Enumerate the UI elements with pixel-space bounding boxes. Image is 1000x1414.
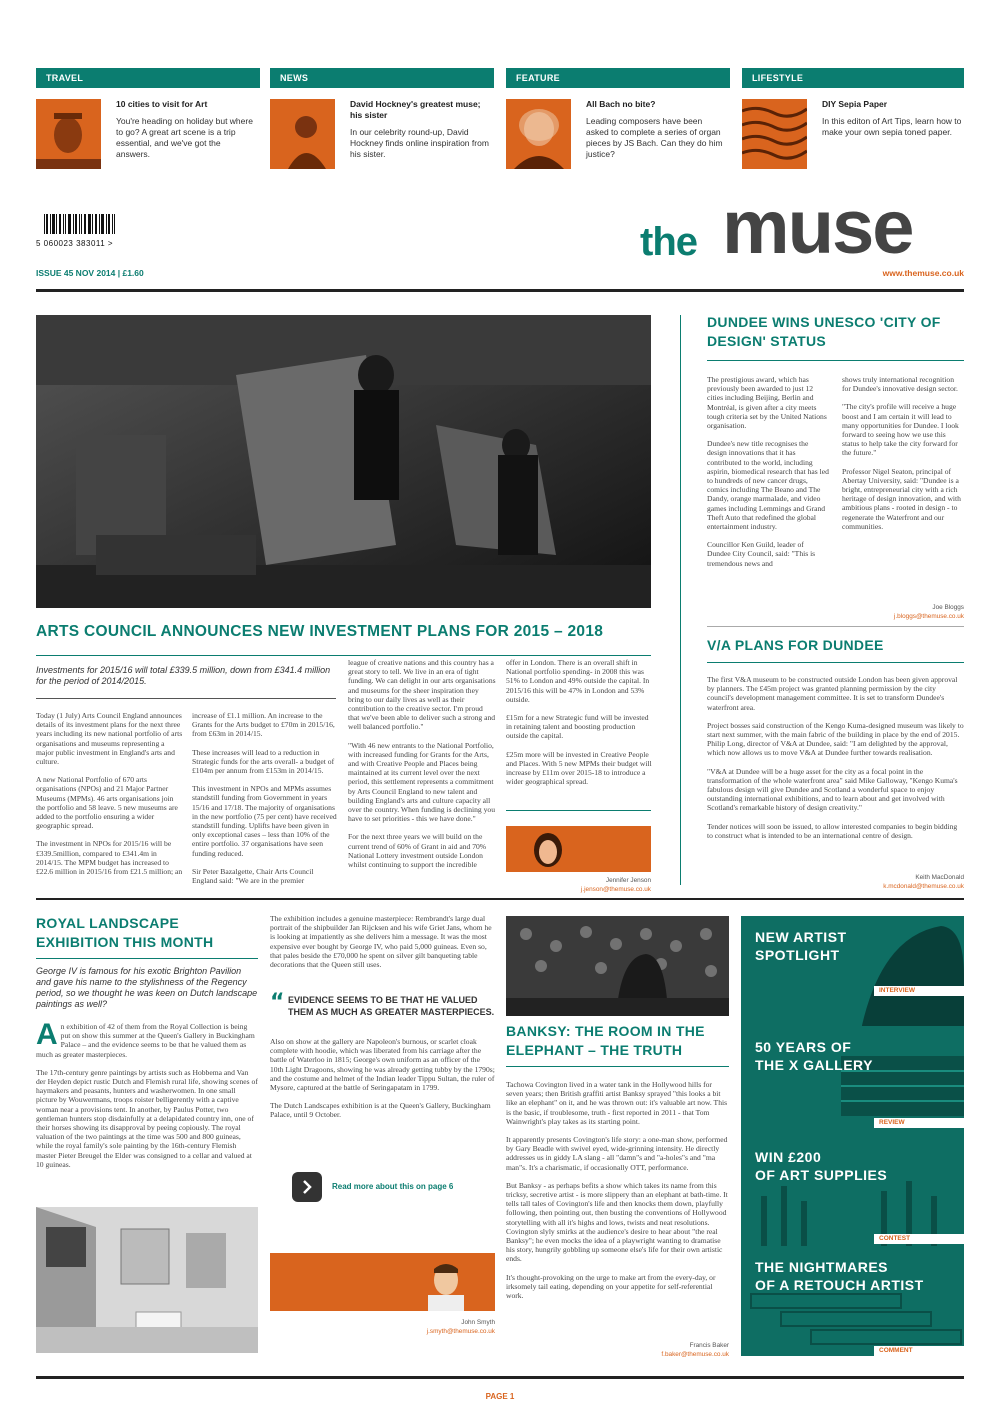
royal-author-photo bbox=[270, 1253, 495, 1311]
paragraph: It's thought-provoking on the urge to make art from the every-day, or irksomely tail eating, depending on your appetite for self-referential work. bbox=[506, 1272, 716, 1301]
lead-standfirst: Investments for 2015/16 will total £339.5 million, down from £341.4 million for the period of 2014/2015. bbox=[36, 665, 331, 686]
teaser-title: 10 cities to visit for Art bbox=[116, 99, 208, 109]
lead-rule bbox=[36, 655, 651, 656]
dundee-col-1 bbox=[707, 375, 829, 577]
paragraph: Sir Peter Bazalgette, Chair Arts Council England said: "We are in the premier bbox=[192, 866, 314, 886]
paragraph: A new National Portfolio of 670 arts organisations (NPOs) and 21 Major Partner Museums (MPMs). 46 arts organisations join the portfolio and 58 leave. 5 new museums are added to the portfolio ensuring a wider geographic spread. bbox=[36, 775, 178, 831]
byline-email[interactable]: f.baker@themuse.co.uk bbox=[661, 1351, 729, 1358]
teaser-image bbox=[506, 99, 571, 169]
dropcap: A bbox=[36, 1018, 58, 1051]
promo-comment[interactable] bbox=[741, 1246, 964, 1356]
royal-byline bbox=[270, 1318, 495, 1336]
promo-title: 50 YEARS OF THE X GALLERY bbox=[755, 1039, 873, 1073]
dundee-rule bbox=[707, 360, 964, 361]
paragraph: Project bosses said construction of the Kengo Kuma-designed museum was likely to start next summer, with the main fabric of the building in place by the end of 2015. Philip Long, director of V&A at Dundee, said: "I am delighted by the approval, which now allows us to move V&A at Dundee further towards realisation. bbox=[707, 720, 964, 758]
pullquote bbox=[270, 990, 495, 1018]
paragraph: offer in London. There is an overall shift in National portfolio spending- in 2008 this was 51% to London and 49% outside the capital. In 2015/16 this will be 47% in London and 53% outside. bbox=[506, 658, 650, 704]
lead-headline: ARTS COUNCIL ANNOUNCES NEW INVESTMENT PLANS FOR 2015 – 2018 bbox=[36, 623, 604, 640]
teaser-lifestyle[interactable] bbox=[742, 68, 964, 137]
promo-tag: INTERVIEW bbox=[874, 986, 964, 996]
promo-tag: REVIEW bbox=[874, 1118, 964, 1128]
byline-email[interactable]: j.smyth@themuse.co.uk bbox=[426, 1328, 495, 1335]
logo-the: the bbox=[640, 220, 697, 264]
paragraph: The investment in NPOs for 2015/16 will be £339.5million, compared to £341.4m in 2014/15. The MPM budget has increased to £22.6 million in 2015/16 from £21.5 million; an bbox=[36, 839, 183, 877]
royal-col-2b bbox=[270, 1037, 495, 1129]
paragraph: This investment in NPOs and MPMs assumes standstill funding from Government in years 15/16 and 17/18. The majority of organisations in the new portfolio (75 per cent) have received standstill funding. Uplifts have been given in only exceptional cases – less than 10% of the entire portfolio. 37 organisations have seen funding reduced. bbox=[192, 784, 337, 858]
paragraph: increase of £1.1 million. An increase to the Grants for the Arts budget to £70m in 2015/16, from £63m in 2014/15. bbox=[192, 711, 335, 739]
banksy-headline: BANKSY: THE ROOM IN THE ELEPHANT – THE TRUTH bbox=[506, 1023, 705, 1058]
barcode-icon bbox=[36, 214, 126, 234]
teaser-travel[interactable] bbox=[36, 68, 260, 159]
banksy-rule bbox=[506, 1066, 729, 1067]
paragraph: For the next three years we will build on the current trend of 60% of Grant in aid and 70% National Lottery investment outside London whilst continuing to support the incredible bbox=[348, 832, 487, 870]
royal-rule bbox=[36, 958, 258, 959]
lead-col-4 bbox=[506, 658, 654, 795]
banksy-photo bbox=[506, 916, 729, 1016]
paragraph: shows truly international recognition for Dundee's innovative design sector. bbox=[842, 375, 958, 394]
lead-photo bbox=[36, 315, 651, 608]
mid-rule bbox=[36, 898, 964, 900]
logo[interactable] bbox=[640, 185, 966, 270]
lead-author-photo bbox=[506, 826, 651, 872]
teaser-title: All Bach no bite? bbox=[586, 99, 656, 109]
paragraph: "The city's profile will receive a huge boost and I am certain it will lead to many opportunities for Dundee. I look forward to seeing how we use this status to help take the city forward for the future." bbox=[842, 402, 959, 458]
royal-headline: ROYAL LANDSCAPE EXHIBITION THIS MONTH bbox=[36, 915, 214, 950]
issue-info: ISSUE 45 NOV 2014 | £1.60 bbox=[36, 268, 144, 278]
lead-col-1 bbox=[36, 711, 184, 885]
column-divider bbox=[680, 315, 681, 885]
paragraph: league of creative nations and this country has a great story to tell. We live in an era of tight funding. We can delight in our arts organisations and museums for the sheer inspiration they bring to our daily lives as well as their contribution to the creative sector. I'm proud that we've been able to deliver such a strong and well balanced portfolio." bbox=[348, 658, 496, 732]
byline-email[interactable]: j.jenson@themuse.co.uk bbox=[580, 886, 651, 893]
paragraph: The 17th-century genre paintings by artists such as Hobbema and Van der Heyden depict rustic Dutch and Flemish rural life, showing scenes of haymakers and peasants, hunters and washerwomen. In one small picture by Wouwermans, troops roister belligerently with a captive woman near a provisions tent. In another, by Paulus Potter, two gentleman hunters stop disdainfully at a delapidated country inn, one of their horses showing its disapproval by peeing copiously. The royal valuation of the two paintings at the time was 500 and 800 guineas, while the royal family's sole painting by the 16th-century Flemish master Pieter Breugel the Elder was consigned to a cellar and valued at 10 guineas. bbox=[36, 1067, 258, 1169]
paragraph: "V&A at Dundee will be a huge asset for the city as a focal point in the transformation of the whole waterfront area" said Mike Galloway, "Kengo Kuma's fabulous design will give Dundee and Scotland a wonderful space to enjoy outstanding international exhibitions, and to learn about and get involved with Scotland's remarkable history of design creativity." bbox=[707, 766, 958, 813]
section-rule bbox=[707, 626, 964, 627]
teaser-section-label: FEATURE bbox=[506, 68, 730, 88]
teaser-image bbox=[270, 99, 335, 169]
va-byline bbox=[830, 873, 964, 891]
royal-col-2a bbox=[270, 914, 495, 978]
va-headline: V/A PLANS FOR DUNDEE bbox=[707, 637, 884, 653]
paragraph: Dundee's new title recognises the design innovations that it has contributed to the world, including aspirin, biomedical research that has led to hundreds of new cancer drugs, comics including The Beano and The Dandy, orange marmalade, and video games including Lemmings and Grand Theft Auto that redefined the global entertainment industry. bbox=[707, 439, 829, 532]
paragraph: "With 46 new entrants to the National Portfolio, with increased funding for Grants for the Arts, and with Creative People and Places being maintained at its current level over the next period, this settlement represents a commitment by Arts Council England to new talent and building England's arts and culture capacity all over the country. When funding is declining you have to set priorities - this we have done." bbox=[348, 740, 495, 824]
byline-name: Joe Bloggs bbox=[932, 604, 964, 611]
website[interactable]: www.themuse.co.uk bbox=[882, 268, 964, 278]
banksy-body bbox=[506, 1080, 729, 1309]
promo-interview[interactable] bbox=[741, 916, 964, 1030]
banksy-byline bbox=[580, 1341, 729, 1359]
promo-title: THE NIGHTMARES OF A RETOUCH ARTIST bbox=[755, 1259, 924, 1293]
paragraph: Also on show at the gallery are Napoleon's burnous, or scarlet cloak complete with hoodie, which was liberated from his carriage after the battle of Waterloo in 1815; George's own uniform as an officer of the 10th Light Dragoons, showing he was already getting tubby by the 1790s; and the costume and helmet of the Indian leader Tippu Sultan, the ruler of Mysore, captured at the battle of Seringapatam in 1799. bbox=[270, 1037, 495, 1093]
teaser-section-label: NEWS bbox=[270, 68, 494, 88]
byline-name: Jennifer Jenson bbox=[605, 877, 651, 884]
dundee-headline: DUNDEE WINS UNESCO 'CITY OF DESIGN' STATUS bbox=[707, 314, 941, 349]
promo-contest[interactable] bbox=[741, 1136, 964, 1250]
paragraph: An exhibition of 42 of them from the Royal Collection is being put on show this summer at the Queen's Gallery in Buckingham Palace – and the evidence seems to be that he valued them as much as greater masterpieces. bbox=[36, 1018, 255, 1059]
paragraph: Councillor Ken Guild, leader of Dundee City Council, said: "This is tremendous news and bbox=[707, 540, 816, 568]
masthead-rule bbox=[36, 289, 964, 292]
byline-email[interactable]: k.mcdonald@themuse.co.uk bbox=[883, 883, 964, 890]
teaser-section-label: LIFESTYLE bbox=[742, 68, 964, 88]
dundee-byline bbox=[830, 603, 964, 621]
paragraph: Tender notices will soon be issued, to allow interested companies to begin bidding to construct what is intended to be an international centre of design. bbox=[707, 821, 958, 840]
paragraph: The exhibition includes a genuine masterpiece: Rembrandt's large dual portrait of the shipbuilder Jan Rijcksen and his wife Griet Jans, whom he is looking at impatiently as she delivers him a message. It was the most expensive ever bought by George IV, who paid 5,000 guineas. Even so, that pales beside the £70,000 he spent on silver gilt banqueting table decorations that the Queen still uses. bbox=[270, 914, 492, 970]
paragraph: Today (1 July) Arts Council England announces details of its investment plans for the next three years including its new national portfolio of arts organisations and museums representing a major public investment in England's arts and culture. bbox=[36, 711, 183, 767]
promo-title: NEW ARTIST SPOTLIGHT bbox=[755, 929, 847, 963]
paragraph: The Dutch Landscapes exhibition is at the Queen's Gallery, Buckingham Palace, until 9 October. bbox=[270, 1101, 491, 1120]
teaser-image bbox=[36, 99, 101, 169]
teaser-text: You're heading on holiday but where to go? A great art scene is a trip essential, and we've got the answers. bbox=[116, 116, 253, 159]
paragraph: Tachowa Covington lived in a water tank in the Hollywood hills for seven years; then British graffiti artist Banksy sprayed "this looks a bit like an elephant" on it, and he was thrown out: it's valuable art now. This is the basic, if troublesome, truth - first reported in 2011 - that Tom Wainwright's play takes as its starting point. bbox=[506, 1080, 728, 1126]
paragraph: But Banksy - as perhaps befits a show which takes its name from this tricksy, secretive artist - is more slippery than an elephant at bath-time. It tells tall tales of Covington's life and then knocks them down, playfully following, then pointing out, then busting the conventions of Hollywood storytelling with all it's highs and lows, twists and neat resolutions. Covington slyly smirks at the audience's desire to hear about "the real Banksy"; he even mocks the idea of a playwright wanting to dramatise his story, hungrily gobbling up someone else's life for their own artistic ends. bbox=[506, 1180, 728, 1264]
standfirst-rule bbox=[36, 698, 336, 699]
lead-col-3 bbox=[348, 658, 496, 878]
byline-email[interactable]: j.bloggs@themuse.co.uk bbox=[893, 613, 964, 620]
byline-name: Francis Baker bbox=[689, 1342, 729, 1349]
va-body bbox=[707, 675, 964, 849]
byline-name: John Smyth bbox=[461, 1319, 495, 1326]
teaser-text: In our celebrity round-up, David Hockney finds online inspiration from his sister. bbox=[350, 127, 489, 159]
dundee-col-2 bbox=[842, 375, 964, 540]
byline-name: Keith MacDonald bbox=[915, 874, 964, 881]
teaser-news[interactable] bbox=[270, 68, 494, 159]
gallery-photo bbox=[36, 1207, 258, 1353]
teaser-image bbox=[742, 99, 807, 169]
paragraph: £15m for a new Strategic fund will be invested in retaining talent and boosting production outside the capital. bbox=[506, 713, 649, 741]
promo-title: WIN £200 OF ART SUPPLIES bbox=[755, 1149, 888, 1183]
page-number: PAGE 1 bbox=[485, 1392, 515, 1401]
paragraph: Professor Nigel Seaton, principal of Abertay University, said: "Dundee is a bright, entrepreneurial city with a rich heritage of design innovation, and with ambitious plans - rooted in design - to regenerate the Waterfront and our communities. bbox=[842, 466, 961, 531]
pullquote-text: EVIDENCE SEEMS TO BE THAT HE VALUED THEM AS MUCH AS GREATER MASTERPIECES. bbox=[288, 995, 495, 1017]
paragraph: £25m more will be invested in Creative People and Places. With 5 new MPMs their budget will increase by £11m over 2015-18 to introduce a wider geographical spread. bbox=[506, 749, 652, 787]
promo-review[interactable] bbox=[741, 1026, 964, 1140]
logo-muse: muse bbox=[722, 185, 913, 270]
footer-rule bbox=[36, 1376, 964, 1379]
promo-tag: COMMENT bbox=[874, 1346, 964, 1356]
teaser-title: David Hockney's greatest muse; his sister bbox=[350, 99, 481, 120]
paragraph: It apparently presents Covington's life story: a one-man show, performed by Gary Beadle with swivel eyed, wide-grinning intensity. He directly addresses us in giddy LA slang - all "damn"s and "a-holes"s and "ma man"s. It's a charismatic, if occasionally OTT, performance. bbox=[506, 1135, 728, 1172]
arrow-icon bbox=[292, 1172, 322, 1202]
royal-standfirst: George IV is famous for his exotic Brighton Pavilion and gave his name to the stylishness of the Regency period, so we thought he was keen on Dutch landscape paintings as well? bbox=[36, 966, 258, 1009]
promo-tag: CONTEST bbox=[874, 1234, 964, 1244]
read-more-link[interactable] bbox=[292, 1172, 492, 1202]
teaser-feature[interactable] bbox=[506, 68, 730, 159]
paragraph: The prestigious award, which has previously been awarded to just 12 cities including Beijing, Berlin and Montréal, is given after a city meets tough criteria set by the United Nations organisation. bbox=[707, 375, 827, 431]
lead-col-2 bbox=[192, 711, 340, 894]
lead-byline bbox=[506, 876, 651, 894]
lead-author-rule bbox=[506, 810, 651, 811]
barcode-number: 5 060023 383011 > bbox=[36, 239, 114, 248]
teaser-title: DIY Sepia Paper bbox=[822, 99, 888, 109]
quote-icon: “ bbox=[270, 990, 285, 1015]
paragraph: These increases will lead to a reduction in Strategic funds for the arts overall- a budget of £104m per annum from £153m in 2014/15. bbox=[192, 747, 335, 776]
read-more-text: Read more about this on page 6 bbox=[332, 1182, 454, 1191]
paragraph: The first V&A museum to be constructed outside London has been given approval by planners. The £45m project was granted planning permission by the city council's development management committee. It is set to transform Dundee's waterfront area. bbox=[707, 675, 958, 712]
teaser-text: In this editon of Art Tips, learn how to make your own sepia toned paper. bbox=[822, 116, 962, 137]
barcode bbox=[36, 214, 146, 248]
royal-col-1 bbox=[36, 1018, 258, 1178]
teaser-section-label: TRAVEL bbox=[36, 68, 260, 88]
va-rule bbox=[707, 662, 964, 663]
teaser-text: Leading composers have been asked to complete a series of organ pieces by JS Bach. Can they do him justice? bbox=[586, 116, 723, 159]
